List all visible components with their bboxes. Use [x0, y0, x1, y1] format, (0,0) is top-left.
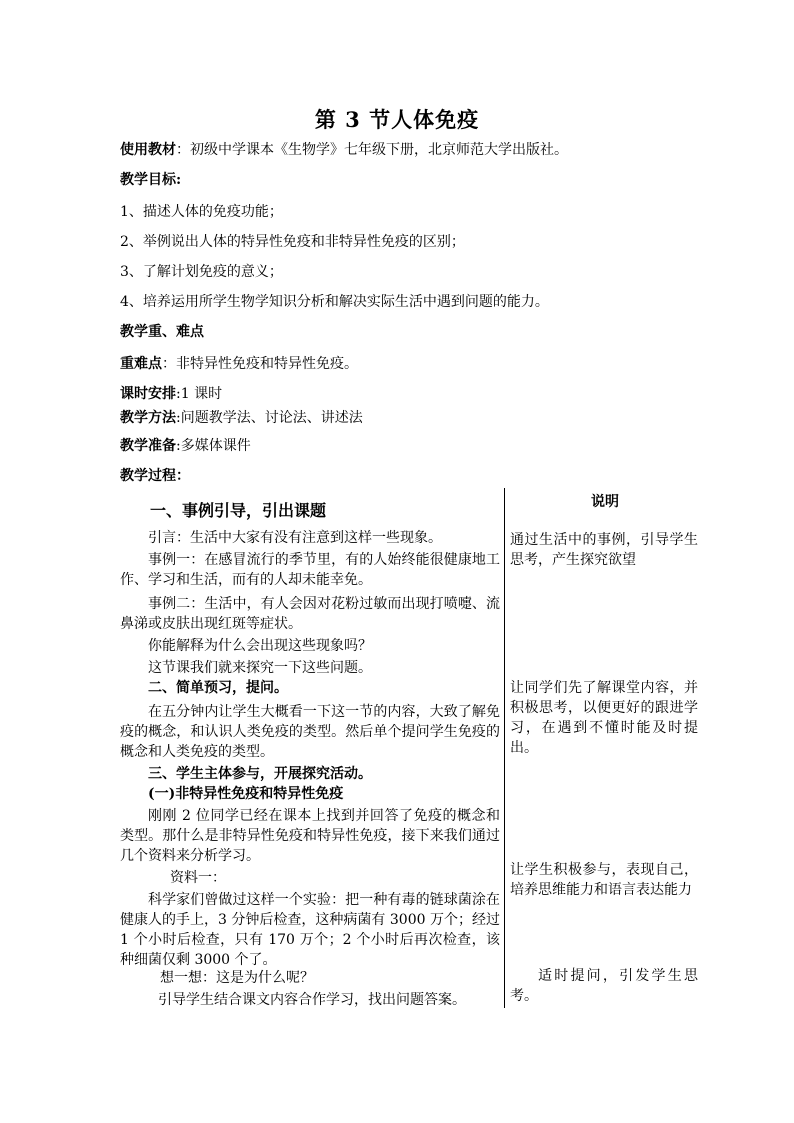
paragraph-subsection1: 刚刚 2 位同学已经在课本上找到并回答了免疫的概念和类型。那什么是非特异性免疫和特异性免疫，接下来我们通过几个资料来分析学习。 [120, 808, 500, 864]
objective-item: 3、了解计划免疫的意义； [120, 264, 283, 280]
key-points-heading: 教学重、难点 [120, 324, 204, 340]
difficulty-label: 重难点 [120, 356, 162, 372]
objectives-heading: 教学目标: [120, 172, 182, 188]
difficulty-line [120, 354, 358, 374]
method-text: :问题教学法、讨论法、讲述法 [176, 410, 363, 426]
section3-title: 三、学生主体参与，开展探究活动。 [148, 766, 372, 782]
notes-header: 说明 [591, 494, 619, 510]
material-text: ：初级中学课本《生物学》七年级下册，北京师范大学出版社。 [176, 142, 568, 158]
subsection1-title: (一)非特异性免疫和特异性免疫 [148, 786, 344, 802]
note-4: 适时提问，引发学生思考。 [510, 968, 698, 1004]
schedule-label: 课时安排 [120, 386, 176, 402]
material-one-label: 资料一： [170, 870, 226, 886]
lesson-table [118, 488, 700, 1008]
objective-item: 1、描述人体的免疫功能； [120, 204, 283, 220]
material-label: 使用教材 [120, 142, 176, 158]
process-heading: 教学过程： [120, 468, 190, 484]
paragraph-guide: 引导学生结合课文内容合作学习，找出问题答案。 [158, 992, 466, 1008]
paragraph-explore: 这节课我们就来探究一下这些问题。 [148, 660, 372, 676]
paragraph-experiment: 科学家们曾做过这样一个实验：把一种有毒的链球菌涂在健康人的手上，3 分钟后检查，这种病菌有 3000 万个；经过 1 个小时后检查，只有 170 万个；2 个小时后再次检查，该种细菌仅剩 3000 个了。 [120, 892, 500, 968]
material-line [120, 140, 568, 160]
note-2: 让同学们先了解课堂内容，并积极思考，以便更好的跟进学习，在遇到不懂时能及时提出。 [510, 680, 698, 756]
objective-item: 2、举例说出人体的特异性免疫和非特异性免疫的区别； [120, 234, 465, 250]
schedule-line [120, 384, 222, 404]
objective-item: 4、培养运用所学生物学知识分析和解决实际生活中遇到问题的能力。 [120, 294, 549, 310]
section1-title: 一、事例引导，引出课题 [150, 501, 327, 520]
note-3: 让学生积极参与，表现自己，培养思维能力和语言表达能力 [510, 862, 698, 898]
paragraph-case1: 事例一：在感冒流行的季节里，有的人始终能很健康地工作、学习和生活，而有的人却未能幸免。 [120, 552, 500, 588]
paragraph-preview: 在五分钟内让学生大概看一下这一节的内容，大致了解免疫的概念，和认识人类免疫的类型。然后单个提问学生免疫的概念和人类免疫的类型。 [120, 704, 500, 760]
paragraph-intro: 引言：生活中大家有没有注意到这样一些现象。 [148, 530, 442, 546]
paragraph-think: 想一想：这是为什么呢？ [160, 970, 314, 986]
section2-title: 二、简单预习，提问。 [148, 680, 288, 696]
page-title: 第 3 节人体免疫 [314, 107, 480, 132]
difficulty-text: ：非特异性免疫和特异性免疫。 [162, 356, 358, 372]
method-label: 教学方法 [120, 410, 176, 426]
schedule-text: :1 课时 [176, 386, 223, 402]
paragraph-question: 你能解释为什么会出现这些现象吗？ [148, 638, 372, 654]
prep-line [120, 436, 251, 456]
note-1: 通过生活中的事例，引导学生思考，产生探究欲望 [510, 532, 698, 568]
column-divider [504, 488, 505, 1008]
prep-label: 教学准备 [120, 438, 176, 454]
prep-text: :多媒体课件 [176, 438, 251, 454]
paragraph-case2: 事例二：生活中，有人会因对花粉过敏而出现打喷嚏、流鼻涕或皮肤出现红斑等症状。 [120, 596, 500, 632]
method-line [120, 408, 363, 428]
